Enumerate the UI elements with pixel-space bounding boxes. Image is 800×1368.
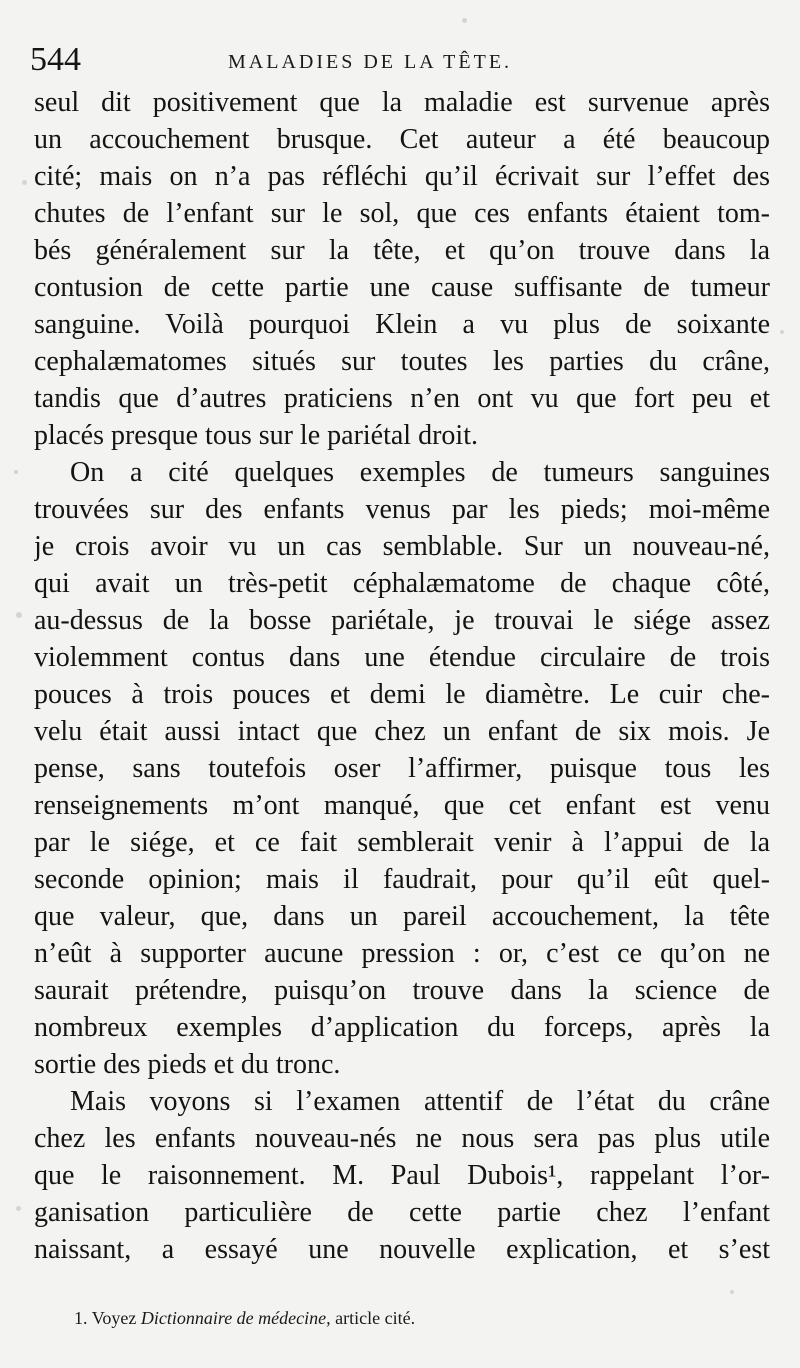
paper-speck bbox=[16, 1206, 21, 1211]
text-line: qui avait un très-petit céphalæmatome de chaque côté, bbox=[34, 568, 770, 599]
text-line: chutes de l’enfant sur le sol, que ces enfants étaient tom- bbox=[34, 198, 770, 229]
page-number: 544 bbox=[30, 41, 81, 78]
text-line: que valeur, que, dans un pareil accouchement, la tête bbox=[34, 901, 770, 932]
text-line: renseignements m’ont manqué, que cet enfant est venu bbox=[34, 790, 770, 821]
paper-speck bbox=[22, 180, 27, 185]
text-line: cité; mais on n’a pas réfléchi qu’il écrivait sur l’effet des bbox=[34, 161, 770, 192]
text-line: un accouchement brusque. Cet auteur a été beaucoup bbox=[34, 124, 770, 155]
text-line: seconde opinion; mais il faudrait, pour qu’il eût quel- bbox=[34, 864, 770, 895]
text-line: placés presque tous sur le pariétal droit. bbox=[34, 420, 478, 451]
text-line: velu était aussi intact que chez un enfant de six mois. Je bbox=[34, 716, 770, 747]
paper-speck bbox=[14, 470, 18, 474]
running-head: MALADIES DE LA TÊTE. bbox=[228, 51, 513, 73]
paper-speck bbox=[780, 330, 784, 334]
paper-speck bbox=[16, 612, 22, 618]
text-line: au-dessus de la bosse pariétale, je trouvai le siége assez bbox=[34, 605, 770, 636]
footnote-prefix: Voyez bbox=[91, 1308, 137, 1328]
text-line: seul dit positivement que la maladie est survenue après bbox=[34, 87, 770, 118]
text-line: ganisation particulière de cette partie chez l’enfant bbox=[34, 1197, 770, 1228]
footnote-marker: 1. bbox=[74, 1308, 88, 1328]
text-line: chez les enfants nouveau-nés ne nous sera pas plus utile bbox=[34, 1123, 770, 1154]
text-line: nombreux exemples d’application du forceps, après la bbox=[34, 1012, 770, 1043]
page-header bbox=[0, 40, 800, 80]
text-line: On a cité quelques exemples de tumeurs sanguines bbox=[70, 457, 770, 488]
text-line: violemment contus dans une étendue circulaire de trois bbox=[34, 642, 770, 673]
paper-speck bbox=[462, 18, 467, 23]
text-line: Mais voyons si l’examen attentif de l’état du crâne bbox=[70, 1086, 770, 1117]
text-line: sortie des pieds et du tronc. bbox=[34, 1049, 341, 1080]
text-line: n’eût à supporter aucune pression : or, c’est ce qu’on ne bbox=[34, 938, 770, 969]
text-line: par le siége, et ce fait semblerait venir à l’appui de la bbox=[34, 827, 770, 858]
text-line: saurait prétendre, puisqu’on trouve dans la science de bbox=[34, 975, 770, 1006]
paper-speck bbox=[730, 1290, 734, 1294]
text-line: pouces à trois pouces et demi le diamètre. Le cuir che- bbox=[34, 679, 770, 710]
footnote-suffix: article cité. bbox=[335, 1308, 416, 1328]
text-line: que le raisonnement. M. Paul Dubois¹, rappelant l’or- bbox=[34, 1160, 770, 1191]
body-text bbox=[34, 84, 770, 1268]
text-line: trouvées sur des enfants venus par les pieds; moi-même bbox=[34, 494, 770, 525]
footnote-title: Dictionnaire de médecine, bbox=[140, 1308, 331, 1328]
footnote bbox=[74, 1305, 415, 1331]
text-line: cephalæmatomes situés sur toutes les parties du crâne, bbox=[34, 346, 770, 377]
text-line: contusion de cette partie une cause suffisante de tumeur bbox=[34, 272, 770, 303]
text-line: bés généralement sur la tête, et qu’on trouve dans la bbox=[34, 235, 770, 266]
text-line: tandis que d’autres praticiens n’en ont vu que fort peu et bbox=[34, 383, 770, 414]
text-line: pense, sans toutefois oser l’affirmer, puisque tous les bbox=[34, 753, 770, 784]
text-line: sanguine. Voilà pourquoi Klein a vu plus de soixante bbox=[34, 309, 770, 340]
text-line: naissant, a essayé une nouvelle explication, et s’est bbox=[34, 1234, 770, 1265]
text-line: je crois avoir vu un cas semblable. Sur un nouveau-né, bbox=[34, 531, 770, 562]
